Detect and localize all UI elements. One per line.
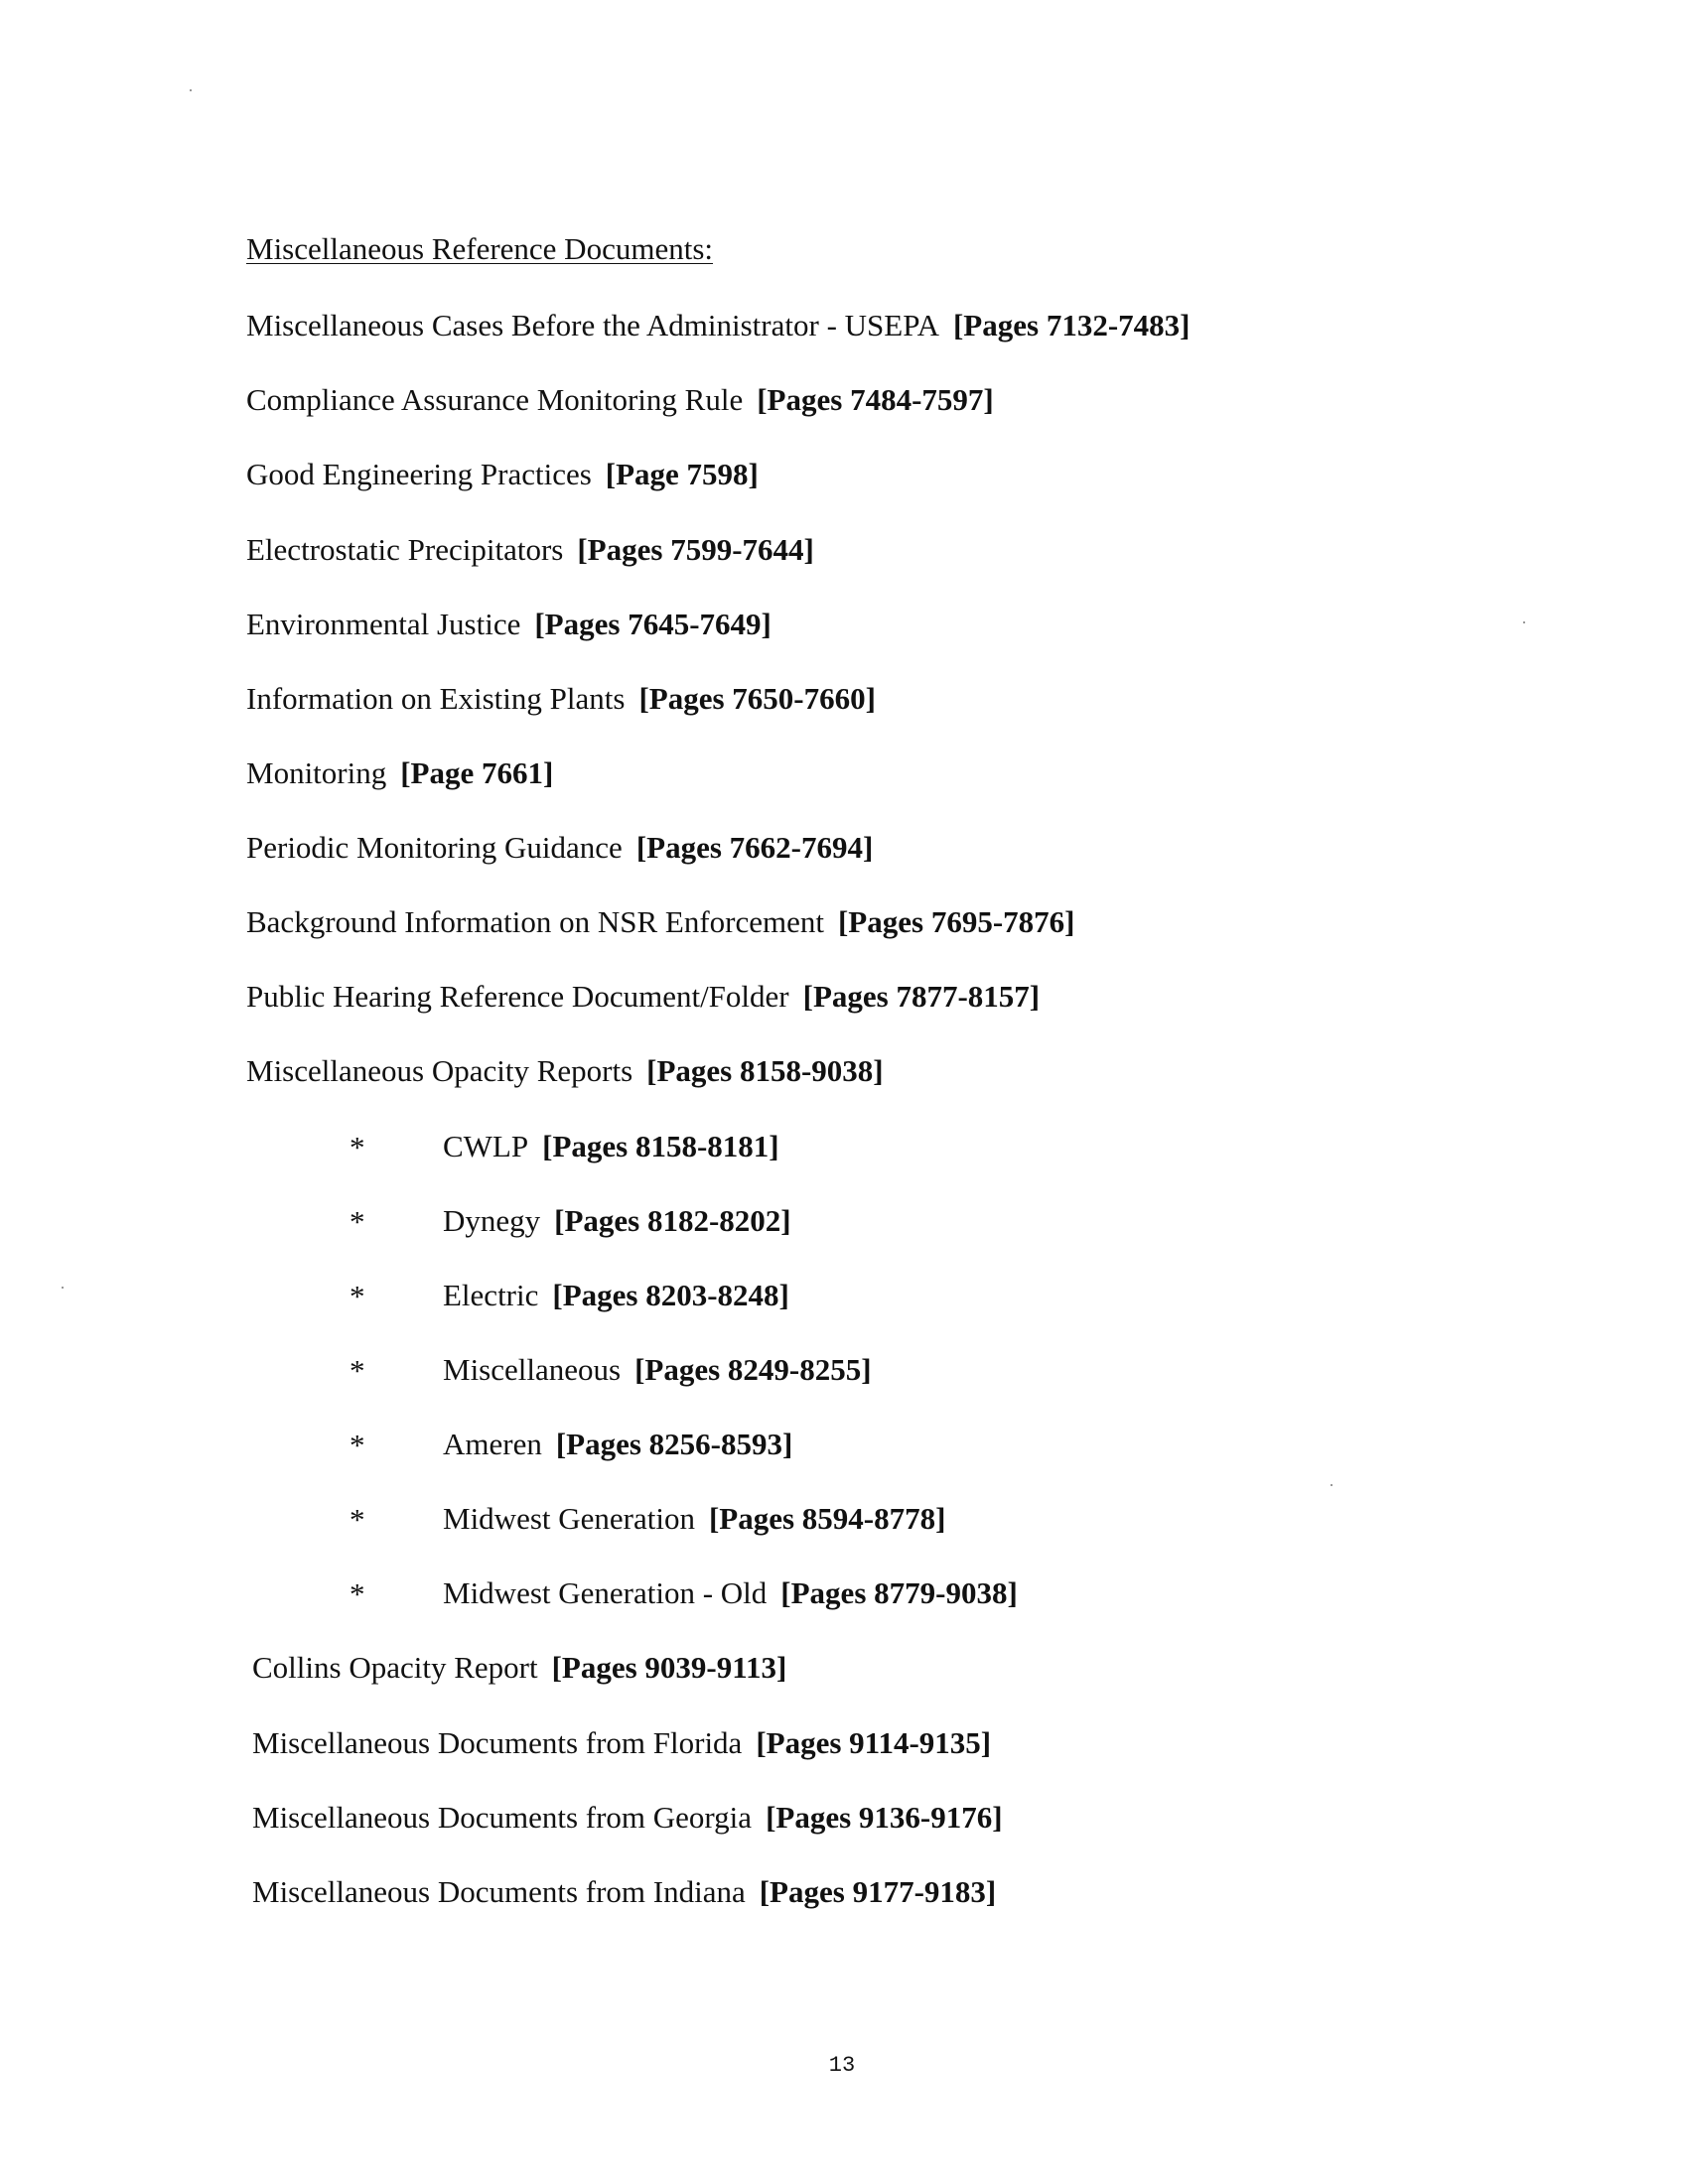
page-reference: [Pages 8203-8248]: [552, 1278, 789, 1312]
bullet-asterisk: *: [350, 1130, 365, 1164]
entry-title: Public Hearing Reference Document/Folder: [246, 979, 789, 1014]
page-reference: [Pages 7695-7876]: [837, 904, 1075, 939]
page-reference: [Pages 9114-9135]: [756, 1725, 992, 1760]
sub-list-item: [443, 1202, 791, 1239]
page-reference: [Pages 7132-7483]: [952, 308, 1191, 342]
sub-list-item: [443, 1574, 1018, 1611]
entry-title: Ameren: [443, 1427, 542, 1461]
bullet-asterisk: *: [350, 1204, 365, 1239]
entry-title: Good Engineering Practices: [246, 457, 592, 491]
entry-title: Collins Opacity Report: [252, 1650, 538, 1685]
entry-title: Miscellaneous Cases Before the Administrator - USEPA: [246, 308, 939, 342]
page-reference: [Pages 8779-9038]: [780, 1575, 1018, 1610]
page-reference: [Pages 7484-7597]: [757, 382, 994, 417]
entry-title: Dynegy: [443, 1203, 541, 1238]
entry-title: Miscellaneous Opacity Reports: [246, 1053, 633, 1088]
entry-title: Background Information on NSR Enforcement: [246, 904, 824, 939]
list-item: [246, 456, 759, 492]
page-reference: [Pages 7645-7649]: [534, 607, 772, 641]
sub-list-item: [443, 1500, 945, 1537]
page-reference: [Pages 7650-7660]: [638, 681, 876, 716]
entry-title: Midwest Generation - Old: [443, 1575, 768, 1610]
list-item: [246, 978, 1040, 1015]
entry-title: Electric: [443, 1278, 539, 1312]
bullet-asterisk: *: [350, 1279, 365, 1313]
entry-title: Monitoring: [246, 755, 387, 790]
entry-title: Midwest Generation: [443, 1501, 695, 1536]
entry-title: Miscellaneous: [443, 1352, 622, 1387]
page-reference: [Pages 9039-9113]: [551, 1650, 787, 1685]
page-reference: [Pages 8256-8593]: [555, 1427, 793, 1461]
sub-list-item: [443, 1277, 789, 1313]
sub-list-item: [443, 1426, 792, 1462]
section-heading: Miscellaneous Reference Documents:: [246, 231, 713, 266]
list-item: [246, 531, 814, 568]
list-item: [246, 1052, 884, 1089]
entry-title: Miscellaneous Documents from Florida: [252, 1725, 743, 1760]
page-reference: [Pages 8182-8202]: [554, 1203, 791, 1238]
page-reference: [Pages 8594-8778]: [708, 1501, 946, 1536]
entry-title: Information on Existing Plants: [246, 681, 626, 716]
bullet-asterisk: *: [350, 1576, 365, 1611]
scan-speck: [190, 89, 192, 91]
entry-title: Miscellaneous Documents from Indiana: [252, 1874, 746, 1909]
bullet-asterisk: *: [350, 1502, 365, 1537]
list-item: [246, 606, 772, 642]
page-reference: [Pages 9136-9176]: [766, 1800, 1003, 1835]
scan-speck: [1331, 1484, 1333, 1486]
page-reference: [Pages 8249-8255]: [634, 1352, 872, 1387]
sub-list-item: [443, 1351, 872, 1388]
entry-title: Electrostatic Precipitators: [246, 532, 564, 567]
page-reference: [Pages 8158-8181]: [542, 1129, 779, 1163]
entry-title: CWLP: [443, 1129, 529, 1163]
list-item: [246, 903, 1074, 940]
list-item: [246, 381, 994, 418]
page-reference: [Pages 7662-7694]: [635, 830, 874, 865]
list-item: [252, 1873, 996, 1910]
entry-title: Miscellaneous Documents from Georgia: [252, 1800, 753, 1835]
entry-title: Environmental Justice: [246, 607, 521, 641]
entry-title: Compliance Assurance Monitoring Rule: [246, 382, 744, 417]
list-item: [252, 1799, 1003, 1836]
list-item: [252, 1724, 991, 1761]
entry-title: Periodic Monitoring Guidance: [246, 830, 623, 865]
page-reference: [Pages 7599-7644]: [577, 532, 814, 567]
page-reference: [Page 7598]: [605, 457, 759, 491]
page-reference: [Pages 8158-9038]: [646, 1053, 884, 1088]
list-item: [246, 829, 873, 866]
list-item: [246, 680, 876, 717]
page-reference: [Pages 9177-9183]: [759, 1874, 997, 1909]
list-item: [252, 1649, 786, 1686]
list-item: [246, 754, 553, 791]
page-reference: [Page 7661]: [400, 755, 554, 790]
sub-list-item: [443, 1128, 779, 1164]
scan-speck: [1523, 621, 1525, 623]
page-number: 13: [828, 2053, 856, 2078]
list-item: [246, 307, 1190, 343]
bullet-asterisk: *: [350, 1428, 365, 1462]
scan-speck: [62, 1287, 64, 1289]
page-reference: [Pages 7877-8157]: [802, 979, 1041, 1014]
bullet-asterisk: *: [350, 1353, 365, 1388]
